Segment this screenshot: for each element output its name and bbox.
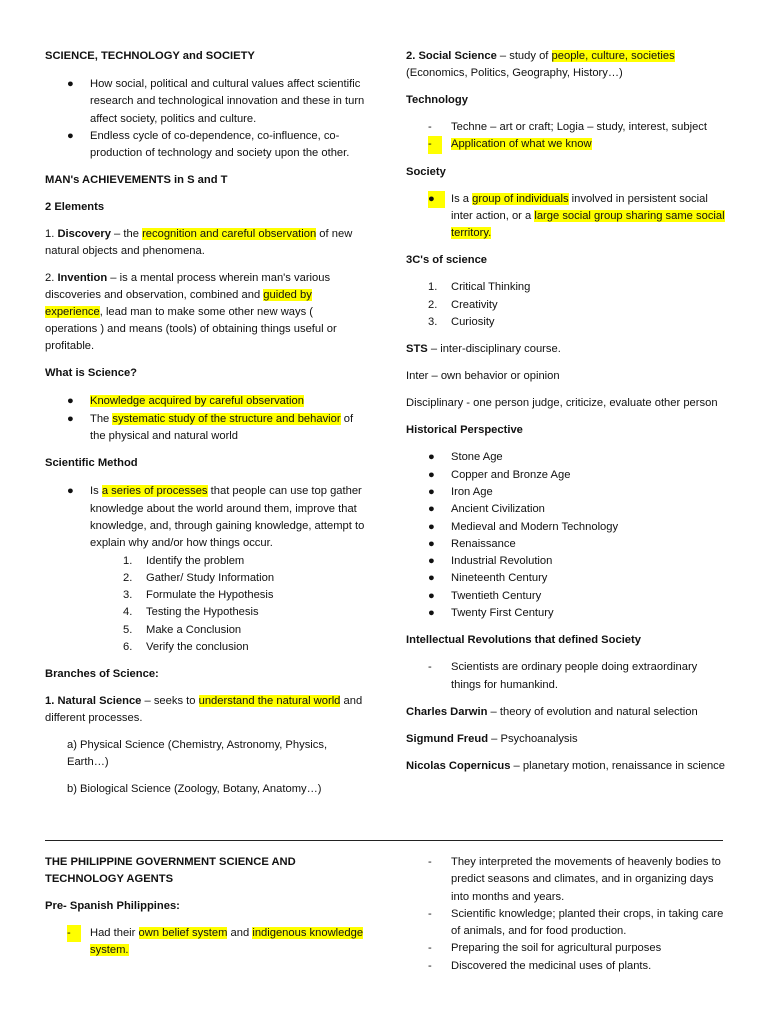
list-item: 2. Gather/ Study Information <box>123 571 275 584</box>
list-item: ● Endless cycle of co-dependence, co-influence, co-production of technology and society upon the other. <box>67 129 350 160</box>
pre-spanish-list <box>45 925 365 960</box>
list-item: ● Twenty First Century <box>428 607 554 620</box>
method-steps-list <box>45 553 365 657</box>
list-item: 6. Verify the conclusion <box>123 641 249 654</box>
heading-pre-spanish: Pre- Spanish Philippines: <box>45 900 180 912</box>
invention-paragraph: 2. Invention – is a mental process wherein man's various discoveries and observation, combined and guided by experience, lead man to make some other new ways ( operations ) and means (tools) of obtaining things useful or profitable. <box>45 272 337 353</box>
social-science-paragraph: 2. Social Science – study of people, culture, societies (Economics, Politics, Geography, History…) <box>406 50 675 79</box>
list-item: 1. Identify the problem <box>123 554 245 567</box>
society-list <box>406 191 728 243</box>
copernicus-line: Nicolas Copernicus – planetary motion, renaissance in science <box>406 759 725 772</box>
list-item: - Scientific knowledge; planted their crops, in taking care of animals, and for food production. <box>428 907 724 938</box>
list-item: ● Stone Age <box>428 451 503 464</box>
heading-achievements: MAN's ACHIEVEMENTS in S and T <box>45 174 228 187</box>
list-item: - Had their own belief system and indigenous knowledge system. <box>67 927 364 957</box>
list-item: ● Industrial Revolution <box>428 555 553 568</box>
inter-line: Inter – own behavior or opinion <box>406 370 560 383</box>
list-item: ● Iron Age <box>428 485 493 498</box>
freud-line: Sigmund Freud – Psychoanalysis <box>406 732 578 745</box>
bottom-right-column <box>406 854 728 975</box>
heading-elements: 2 Elements <box>45 201 105 214</box>
pre-spanish-continued-list <box>406 854 728 975</box>
heading-intellectual: Intellectual Revolutions that defined Society <box>406 634 641 647</box>
list-item: 5. Make a Conclusion <box>123 623 242 636</box>
heading-technology: Technology <box>406 94 468 106</box>
list-item: 3. Curiosity <box>428 316 495 329</box>
intro-bullet-list <box>45 76 365 162</box>
list-item: ● Is a series of processes that people can use top gather knowledge about the world around them, improve that knowledge, and, through gaining knowledge, attempt to explain why and/or how things occur. <box>67 485 365 550</box>
technology-list <box>406 119 728 154</box>
historical-list <box>406 449 728 622</box>
list-item: ● How social, political and cultural values affect scientific research and technological innovation and these in turn affect society, politics and culture. <box>67 78 365 125</box>
heading-society: Society <box>406 165 446 178</box>
natural-science-paragraph: 1. Natural Science – seeks to understand the natural world and different processes. <box>45 695 363 725</box>
list-item: 3. Formulate the Hypothesis <box>123 589 274 602</box>
intellectual-list <box>406 659 728 694</box>
list-item: - Application of what we know <box>406 136 728 153</box>
physical-science: a) Physical Science (Chemistry, Astronomy, Physics, Earth…) <box>67 739 328 769</box>
list-item: ● Renaissance <box>428 537 516 550</box>
list-item: ● Medieval and Modern Technology <box>428 520 619 533</box>
list-item: - Techne – art or craft; Logia – study, interest, subject <box>428 121 707 133</box>
list-item: ● The systematic study of the structure and behavior of the physical and natural world <box>67 412 354 443</box>
heading-what-is-science: What is Science? <box>45 367 138 380</box>
science-bullet-list <box>45 393 365 445</box>
section-title: SCIENCE, TECHNOLOGY and SOCIETY <box>45 50 255 62</box>
list-item: ● Is a group of individuals involved in persistent social inter action, or a large social group sharing same social territory. <box>428 192 725 240</box>
list-item: 4. Testing the Hypothesis <box>123 606 259 619</box>
list-item: - Discovered the medicinal uses of plants. <box>428 959 652 972</box>
disciplinary-line: Disciplinary - one person judge, criticize, evaluate other person <box>406 397 718 410</box>
heading-historical: Historical Perspective <box>406 424 523 437</box>
right-column <box>406 48 728 775</box>
list-item: ● Twentieth Century <box>428 589 542 602</box>
section-title-philippine: THE PHILIPPINE GOVERNMENT SCIENCE AND TECHNOLOGY AGENTS <box>45 856 296 885</box>
list-item: 1. Critical Thinking <box>428 281 531 294</box>
heading-3cs: 3C's of science <box>406 254 488 267</box>
section-divider <box>45 840 723 841</box>
discovery-paragraph: 1. Discovery – the recognition and careful observation of new natural objects and phenomena. <box>45 228 353 258</box>
list-item: ● Knowledge acquired by careful observation <box>67 395 304 408</box>
heading-branches: Branches of Science: <box>45 668 159 681</box>
method-bullet-list <box>45 483 365 552</box>
sts-line: STS – inter-disciplinary course. <box>406 343 561 356</box>
list-item: ● Nineteenth Century <box>428 572 548 585</box>
list-item: - They interpreted the movements of heavenly bodies to predict seasons and climates, and in organizing days into months and years. <box>428 856 721 903</box>
list-item: ● Ancient Civilization <box>428 503 545 516</box>
list-item: 2. Creativity <box>428 298 498 311</box>
list-item: - Preparing the soil for agricultural purposes <box>428 942 662 955</box>
heading-scientific-method: Scientific Method <box>45 457 138 470</box>
darwin-line: Charles Darwin – theory of evolution and natural selection <box>406 705 698 718</box>
bottom-left-column <box>45 854 365 960</box>
biological-science: b) Biological Science (Zoology, Botany, Anatomy…) <box>67 783 322 796</box>
list-item: ● Copper and Bronze Age <box>428 468 571 481</box>
three-c-list <box>406 279 728 331</box>
left-column <box>45 48 365 798</box>
list-item: - Scientists are ordinary people doing extraordinary things for humankind. <box>428 661 698 691</box>
